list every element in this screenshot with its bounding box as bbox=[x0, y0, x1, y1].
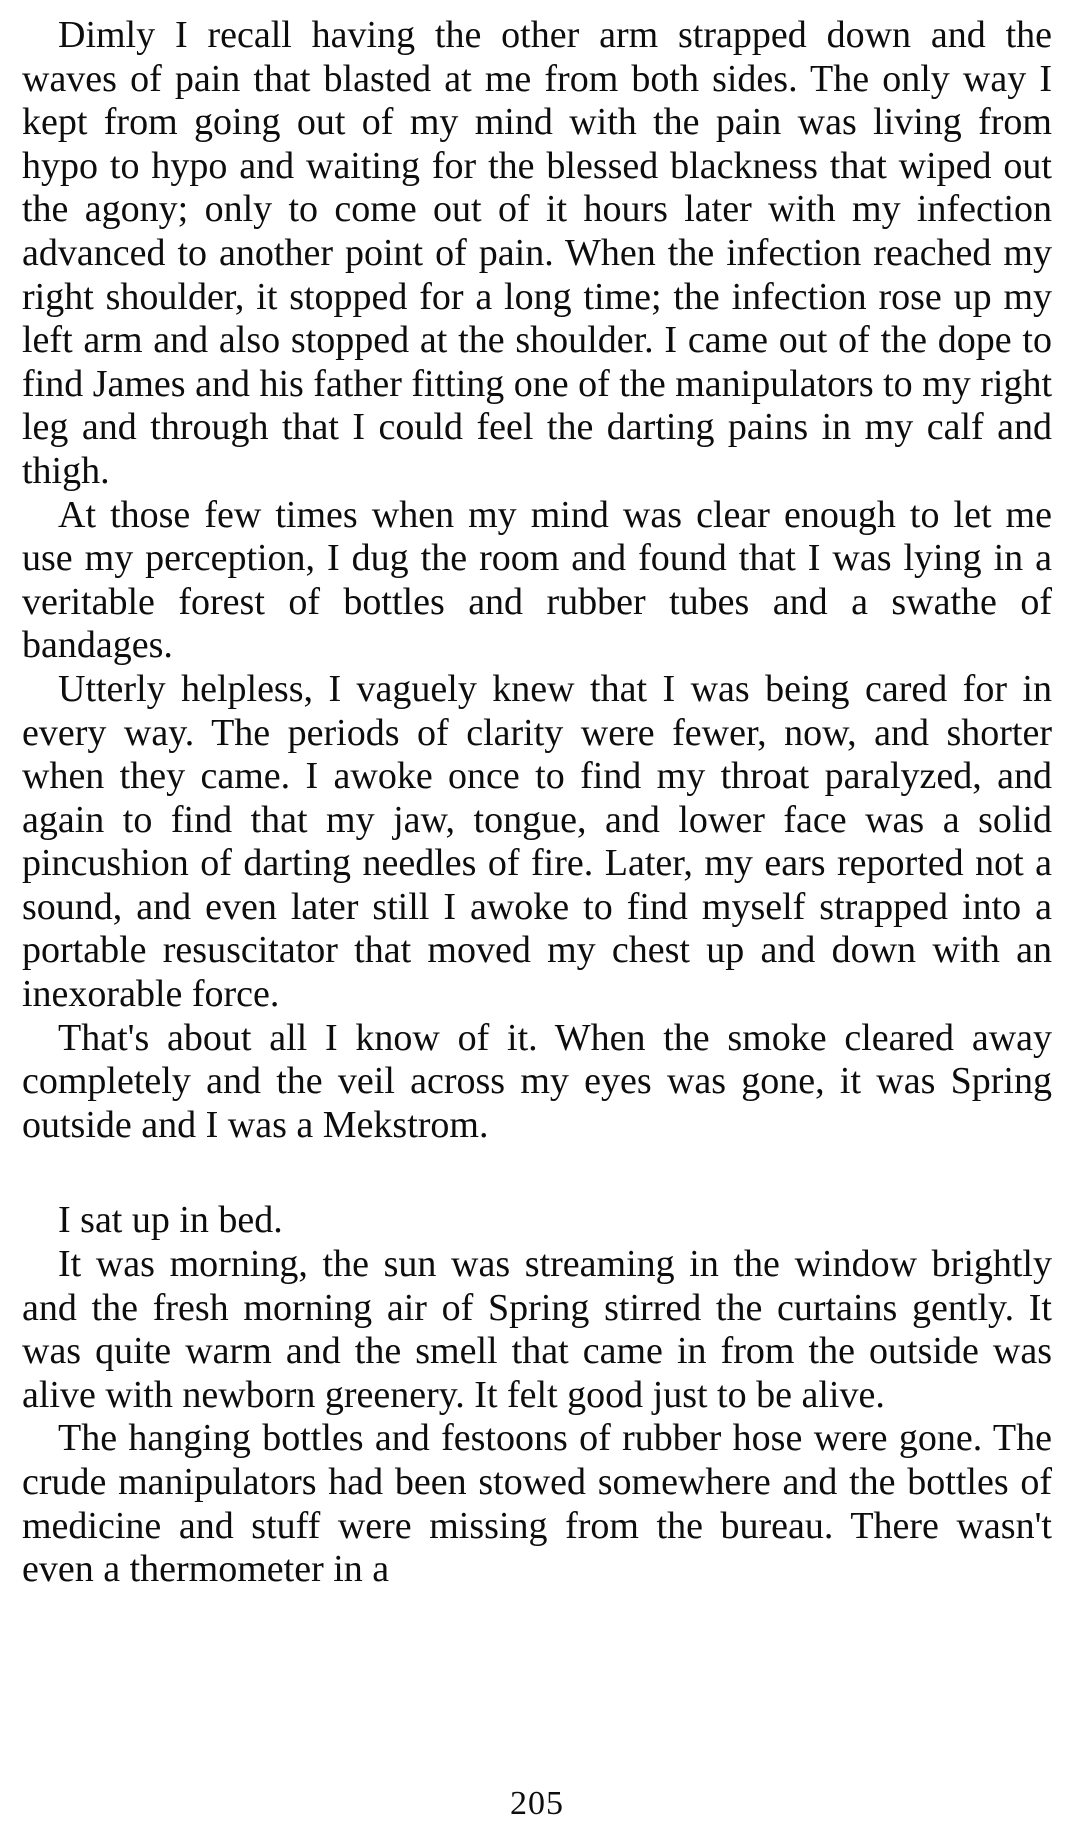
paragraph: At those few times when my mind was clear enough to let me use my perception, I dug the room and found that I was lying in a veritable forest of bottles and rubber tubes and a swathe of bandages. bbox=[22, 493, 1052, 667]
text-section-2 bbox=[22, 1199, 1052, 1591]
paragraph: The hanging bottles and festoons of rubber hose were gone. The crude manipulators had been stowed somewhere and the bottles of medicine and stuff were missing from the bureau. There wasn't even a thermometer in a bbox=[22, 1417, 1052, 1591]
book-page bbox=[22, 14, 1052, 1834]
paragraph: Dimly I recall having the other arm strapped down and the waves of pain that blasted at me from both sides. The only way I kept from going out of my mind with the pain was living from hypo to hypo and waiting for the blessed blackness that wiped out the agony; only to come out of it hours later with my infection advanced to another point of pain. When the infection reached my right shoulder, it stopped for a long time; the infection rose up my left arm and also stopped at the shoulder. I came out of the dope to find James and his father fitting one of the manipulators to my right leg and through that I could feel the darting pains in my calf and thigh. bbox=[22, 14, 1053, 492]
paragraph: Utterly helpless, I vaguely knew that I was being cared for in every way. The periods of clarity were fewer, now, and shorter when they came. I awoke once to find my throat paralyzed, and again to find that my jaw, tongue, and lower face was a solid pincushion of darting needles of fire. Later, my ears reported not a sound, and even later still I awoke to find myself strapped into a portable resuscitator that moved my chest up and down with an inexorable force. bbox=[22, 667, 1052, 1016]
section-break bbox=[22, 1147, 1052, 1199]
page-number: 205 bbox=[510, 1785, 564, 1822]
paragraph: It was morning, the sun was streaming in the window brightly and the fresh morning air of Spring stirred the curtains gently. It was quite warm and the smell that came in from the outside was alive with newborn greenery. It felt good just to be alive. bbox=[22, 1243, 1052, 1416]
paragraph: I sat up in bed. bbox=[58, 1199, 283, 1242]
paragraph: That's about all I know of it. When the smoke cleared away completely and the veil across my eyes was gone, it was Spring outside and I was a Mekstrom. bbox=[22, 1016, 1052, 1146]
text-section-1 bbox=[22, 14, 1052, 1147]
